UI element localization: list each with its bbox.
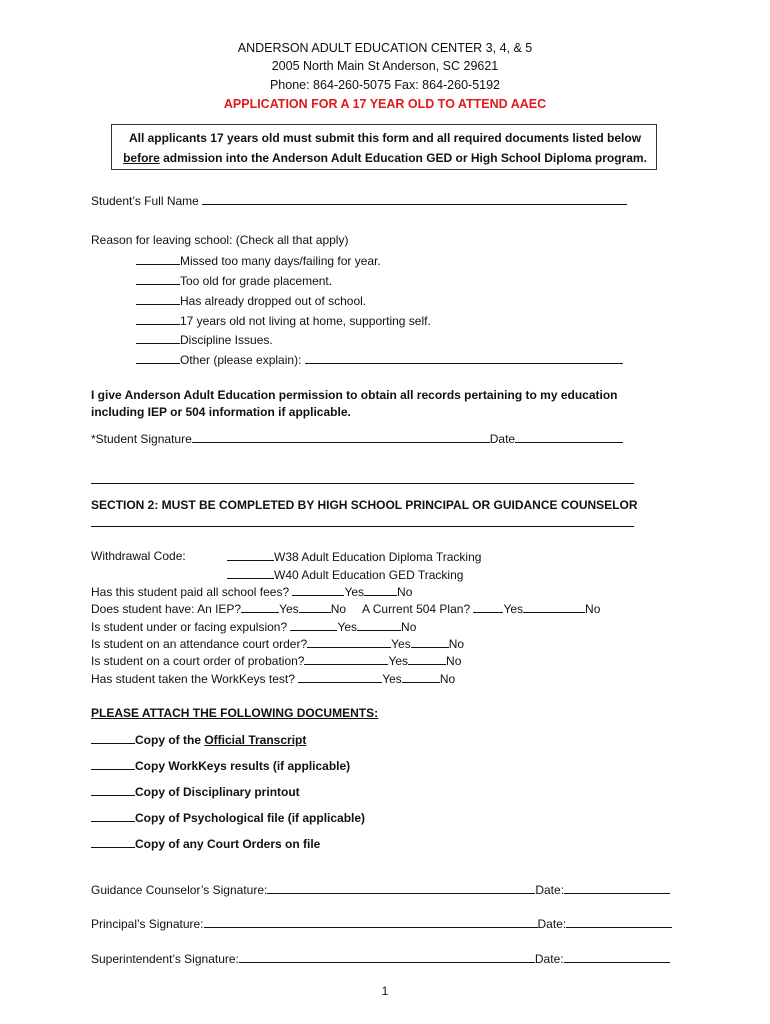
header-phone: Phone: 864-260-5075 Fax: 864-260-5192 xyxy=(269,78,501,92)
workkeys-question-text: Has student taken the WorkKeys test? xyxy=(91,672,295,686)
counselor-signature-label: Guidance Counselor’s Signature: xyxy=(91,883,268,897)
date-label: Date: xyxy=(534,952,564,966)
attach-text: Copy of the xyxy=(135,733,205,747)
w38-text: W38 Adult Education Diploma Tracking xyxy=(274,550,482,564)
plan504-no-blank[interactable] xyxy=(523,600,585,613)
plan504-question-text: A Current 504 Plan? xyxy=(362,602,471,616)
counselor-signature-row xyxy=(91,881,670,898)
student-signature-field[interactable] xyxy=(192,430,490,443)
superintendent-date-field[interactable] xyxy=(564,950,670,963)
section2-heading: SECTION 2: MUST BE COMPLETED BY HIGH SCHOOL PRINCIPAL OR GUIDANCE COUNSELOR xyxy=(91,498,638,512)
attach-item-psychological xyxy=(91,809,365,826)
probation-no-blank[interactable] xyxy=(408,652,446,665)
student-signature-label: *Student Signature xyxy=(91,432,192,446)
attach-text: Copy of any Court Orders on file xyxy=(135,837,321,851)
reason-text: Missed too many days/failing for year. xyxy=(180,254,381,268)
workkeys-yes-blank[interactable] xyxy=(298,670,382,683)
reason-check-blank[interactable] xyxy=(136,252,180,265)
yes-label: Yes xyxy=(503,602,524,616)
reason-text: Discipline Issues. xyxy=(180,333,273,347)
probation-yes-blank[interactable] xyxy=(304,652,388,665)
iep-no-blank[interactable] xyxy=(299,600,331,613)
iep-question-text: Does student have: An IEP? xyxy=(91,602,242,616)
permission-line-1: I give Anderson Adult Education permission to obtain all records pertaining to my education xyxy=(91,388,618,402)
yes-label: Yes xyxy=(391,637,411,651)
reason-text: Too old for grade placement. xyxy=(180,274,333,288)
reason-text: Has already dropped out of school. xyxy=(180,294,367,308)
reason-check-blank[interactable] xyxy=(136,292,180,305)
full-name-label: Student’s Full Name xyxy=(91,194,199,208)
w38-check-blank[interactable] xyxy=(227,548,274,561)
principal-signature-row xyxy=(91,915,672,932)
attach-check-blank[interactable] xyxy=(91,731,135,744)
expulsion-yes-blank[interactable] xyxy=(290,618,337,631)
attach-item-court-orders xyxy=(91,835,320,852)
attach-text: Copy WorkKeys results (if applicable) xyxy=(135,759,351,773)
w40-text: W40 Adult Education GED Tracking xyxy=(274,568,464,582)
no-label: No xyxy=(446,654,462,668)
form-title: APPLICATION FOR A 17 YEAR OLD TO ATTEND AAEC xyxy=(223,97,547,111)
fees-yes-blank[interactable] xyxy=(292,583,344,596)
reason-check-blank[interactable] xyxy=(136,312,180,325)
attendance-no-blank[interactable] xyxy=(411,635,449,648)
student-signature-row xyxy=(91,430,623,447)
notice-line-1: All applicants 17 years old must submit this form and all required documents listed below xyxy=(128,131,642,145)
yes-label: Yes xyxy=(279,602,299,616)
superintendent-signature-field[interactable] xyxy=(239,950,535,963)
plan504-yes-blank[interactable] xyxy=(473,600,503,613)
attach-item-workkeys xyxy=(91,757,350,774)
attach-check-blank[interactable] xyxy=(91,783,135,796)
attach-item-disciplinary xyxy=(91,783,300,800)
fees-no-blank[interactable] xyxy=(364,583,397,596)
probation-question-text: Is student on a court order of probation? xyxy=(91,654,305,668)
yes-label: Yes xyxy=(337,620,358,634)
withdrawal-label: Withdrawal Code: xyxy=(91,549,186,563)
superintendent-signature-label: Superintendent’s Signature: xyxy=(91,952,239,966)
w40-option xyxy=(227,566,463,583)
notice-box xyxy=(111,124,657,170)
permission-line-2: including IEP or 504 information if applicable. xyxy=(91,405,351,419)
attach-text: Copy of Disciplinary printout xyxy=(135,785,300,799)
workkeys-no-blank[interactable] xyxy=(402,670,440,683)
header-address: 2005 North Main St Anderson, SC 29621 xyxy=(271,59,499,73)
student-date-label: Date xyxy=(489,432,516,446)
superintendent-signature-row xyxy=(91,950,670,967)
other-explain-field[interactable] xyxy=(305,351,623,364)
fees-question-text: Has this student paid all school fees? xyxy=(91,585,290,599)
reason-text: 17 years old not living at home, supporting self. xyxy=(180,314,431,328)
w38-option xyxy=(227,548,481,565)
expulsion-no-blank[interactable] xyxy=(357,618,401,631)
no-label: No xyxy=(401,620,417,634)
attendance-question xyxy=(91,635,464,652)
principal-signature-label: Principal’s Signature: xyxy=(91,917,204,931)
probation-question xyxy=(91,652,461,669)
notice-before: before xyxy=(123,151,160,165)
divider-line xyxy=(91,526,634,527)
header-line-1: ANDERSON ADULT EDUCATION CENTER 3, 4, & 5 xyxy=(237,41,533,55)
reason-label: Reason for leaving school: (Check all that apply) xyxy=(91,233,349,247)
no-label: No xyxy=(585,602,601,616)
attach-item-transcript xyxy=(91,731,306,748)
no-label: No xyxy=(397,585,413,599)
principal-date-field[interactable] xyxy=(566,915,672,928)
yes-label: Yes xyxy=(344,585,365,599)
reason-item xyxy=(136,312,431,329)
attach-check-blank[interactable] xyxy=(91,809,135,822)
no-label: No xyxy=(330,602,347,616)
no-label: No xyxy=(448,637,465,651)
attendance-yes-blank[interactable] xyxy=(307,635,391,648)
expulsion-question xyxy=(91,618,416,635)
attach-check-blank[interactable] xyxy=(91,757,135,770)
attach-text: Copy of Psychological file (if applicable) xyxy=(135,811,366,825)
reason-check-blank[interactable] xyxy=(136,351,180,364)
reason-item xyxy=(136,331,273,348)
divider-line xyxy=(91,483,634,484)
reason-item xyxy=(136,272,332,289)
reason-check-blank[interactable] xyxy=(136,331,180,344)
principal-signature-field[interactable] xyxy=(204,915,538,928)
date-label: Date: xyxy=(535,883,565,897)
date-label: Date: xyxy=(537,917,567,931)
reason-item xyxy=(136,351,623,368)
no-label: No xyxy=(439,672,456,686)
student-date-field[interactable] xyxy=(515,430,623,443)
reason-item xyxy=(136,252,381,269)
attach-check-blank[interactable] xyxy=(91,835,135,848)
fees-question xyxy=(91,583,412,600)
full-name-field[interactable] xyxy=(202,192,627,205)
reason-check-blank[interactable] xyxy=(136,272,180,285)
expulsion-question-text: Is student under or facing expulsion? xyxy=(91,620,288,634)
counselor-date-field[interactable] xyxy=(564,881,670,894)
counselor-signature-field[interactable] xyxy=(267,881,535,894)
reason-text: Other (please explain): xyxy=(180,353,302,367)
attach-heading: PLEASE ATTACH THE FOLLOWING DOCUMENTS: xyxy=(91,706,379,720)
iep-yes-blank[interactable] xyxy=(241,600,279,613)
attach-text-underlined: Official Transcript xyxy=(204,733,307,747)
notice-rest: admission into the Anderson Adult Education GED or High School Diploma program. xyxy=(159,151,647,165)
workkeys-question xyxy=(91,670,455,687)
notice-line-2 xyxy=(112,151,658,165)
attendance-question-text: Is student on an attendance court order? xyxy=(91,637,308,651)
page-number: 1 xyxy=(381,984,389,998)
yes-label: Yes xyxy=(382,672,402,686)
yes-label: Yes xyxy=(388,654,409,668)
iep-question xyxy=(91,600,600,617)
w40-check-blank[interactable] xyxy=(227,566,274,579)
full-name-row xyxy=(91,192,627,209)
reason-item xyxy=(136,292,366,309)
